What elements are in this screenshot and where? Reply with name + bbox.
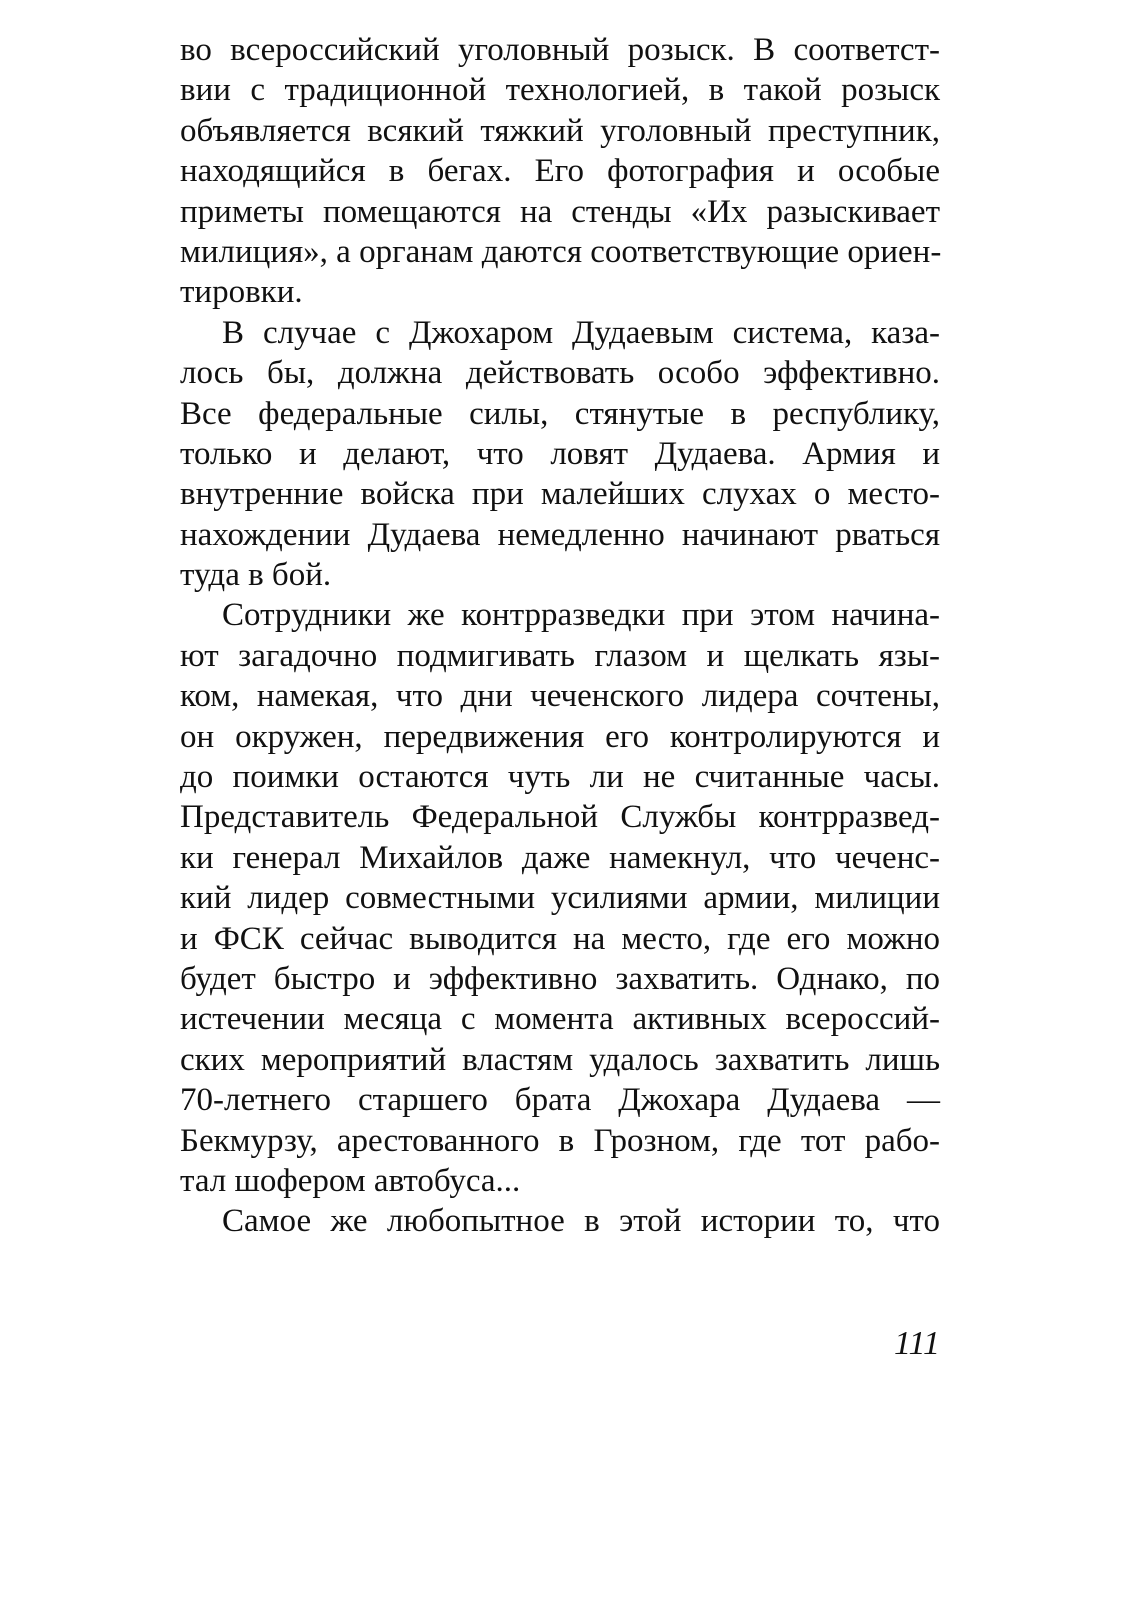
text-line: тировки. [180,274,303,311]
text-line: ских мероприятий властям удалось захватить лишь [180,1041,940,1078]
text-line: ют загадочно подмигивать глазом и щелкать язы- [180,637,940,674]
text-line: милиция», а органам даются соответствующие ориен- [180,233,942,270]
text-line: внутренние войска при малейших слухах о место- [180,476,940,513]
text-line: нахождении Дудаева немедленно начинают рваться [180,516,940,553]
text-line: и ФСК сейчас выводится на место, где его можно [180,920,940,957]
page-number: 111 [894,1325,940,1362]
text-line: истечении месяца с момента активных всероссий- [180,1001,940,1038]
text-line: до поимки остаются чуть ли не считанные часы. [180,759,940,796]
text-line: ки генерал Михайлов даже намекнул, что чеченс- [180,839,940,876]
text-line: Самое же любопытное в этой истории то, что [222,1203,940,1240]
text-line: объявляется всякий тяжкий уголовный преступник, [180,112,940,149]
text-line: приметы помещаются на стенды «Их разыскивает [180,193,940,230]
text-line: ком, намекая, что дни чеченского лидера сочтены, [180,678,940,715]
text-line: Все федеральные силы, стянутые в республику, [180,395,940,432]
text-line: тал шофером автобуса... [180,1162,521,1199]
text-line: Бекмурзу, арестованного в Грозном, где тот рабо- [180,1122,940,1159]
body-text [180,30,940,1242]
text-line: Представитель Федеральной Службы контрразвед- [180,799,940,836]
text-line: кий лидер совместными усилиями армии, милиции [180,880,940,917]
text-line: вии с традиционной технологией, в такой розыск [180,72,940,109]
text-line: во всероссийский уголовный розыск. В соответст- [180,32,940,68]
text-line: лось бы, должна действовать особо эффективно. [180,355,940,392]
text-line: 70-летнего старшего брата Джохара Дудаева — [180,1082,940,1119]
text-line: В случае с Джохаром Дудаевым система, каза- [222,314,940,351]
text-line: туда в бой. [180,557,332,594]
text-line: Сотрудники же контрразведки при этом начина- [222,597,940,634]
text-line: он окружен, передвижения его контролируются и [180,718,940,755]
text-line: будет быстро и эффективно захватить. Однако, по [180,960,940,997]
text-line: находящийся в бегах. Его фотография и особые [180,153,940,190]
text-line: только и делают, что ловят Дудаева. Армия и [180,435,940,472]
